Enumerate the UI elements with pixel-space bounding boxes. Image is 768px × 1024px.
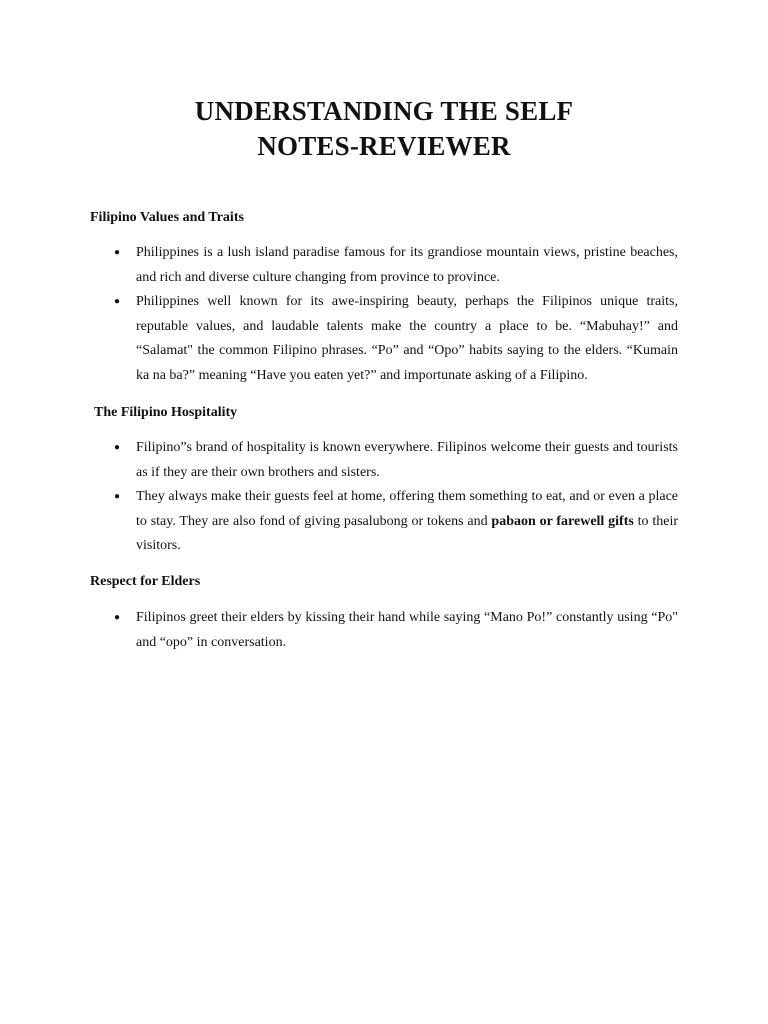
bullet-icon: ●: [114, 247, 121, 258]
list-item: [114, 241, 678, 290]
list-item-text: Filipinos greet their elders by kissing their hand while saying “Mano Po!” constantly using “Po" and “opo” in conversation.: [136, 610, 678, 650]
bullet-icon: ●: [114, 612, 121, 623]
list-item-text: [136, 485, 678, 559]
section-heading-respect-elders: Respect for Elders: [90, 574, 201, 589]
list-item-text-part: to their visitors.: [136, 513, 679, 553]
list-item: [114, 290, 678, 388]
bullet-icon: ●: [114, 296, 121, 307]
list-item-text: Philippines is a lush island paradise famous for its grandiose mountain views, pristine beaches, and rich and diverse culture changing from province to province.: [136, 245, 678, 285]
bullet-list-respect-elders: [114, 606, 678, 655]
list-item: [114, 485, 678, 559]
bullet-list-hospitality: [114, 436, 678, 559]
document-title-line-2: NOTES-REVIEWER: [257, 131, 511, 161]
document-title-line-1: UNDERSTANDING THE SELF: [194, 96, 574, 126]
bullet-list-values-traits: [114, 241, 678, 388]
list-item-text-part: They always make their guests feel at home, offering them something to eat, and or even a place to stay. They are also fond of giving pasalubong or tokens and: [136, 489, 678, 529]
list-item: [114, 606, 678, 655]
list-item: [114, 436, 678, 485]
emphasis-text: pabaon or farewell gifts: [491, 513, 634, 529]
list-item-text: Filipino”s brand of hospitality is known everywhere. Filipinos welcome their guests and tourists as if they are their own brothers and sisters.: [136, 440, 678, 480]
section-heading-values-traits: Filipino Values and Traits: [90, 210, 244, 225]
section-heading-hospitality: The Filipino Hospitality: [94, 405, 238, 420]
list-item-text: Philippines well known for its awe-inspiring beauty, perhaps the Filipinos unique traits, reputable values, and laudable talents make the country a place to be. “Mabuhay!” and “Salamat" the common Filipino phrases. “Po” and “Opo” habits saying to the elders. “Kumain ka na ba?” meaning “Have you eaten yet?” and importunate asking of a Filipino.: [136, 294, 678, 383]
bullet-icon: ●: [114, 442, 121, 453]
bullet-icon: ●: [114, 491, 121, 502]
